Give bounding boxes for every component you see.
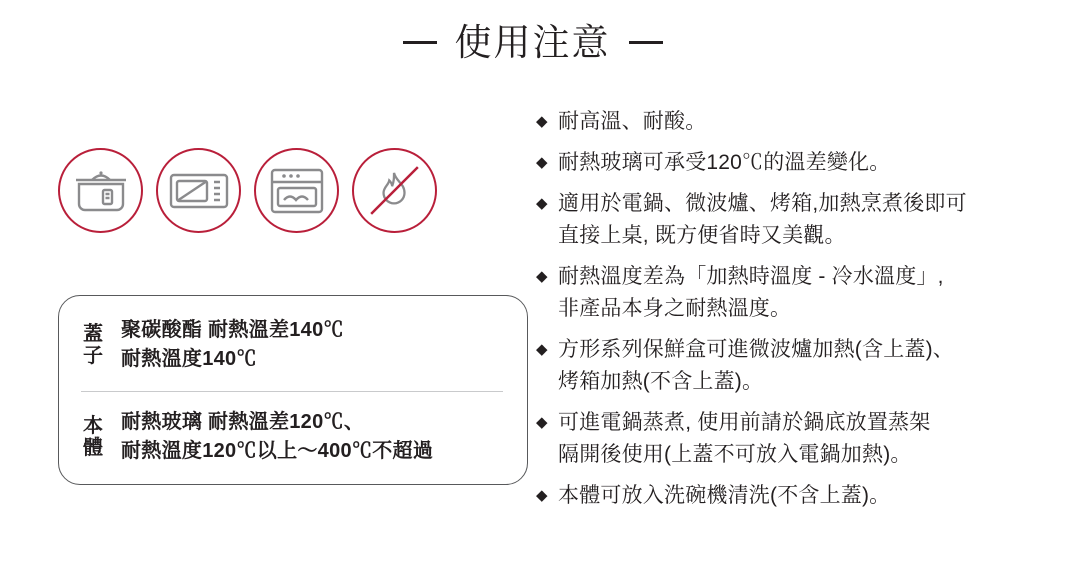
note-line: 耐熱溫度差為「加熱時溫度 - 冷水溫度」, [558, 265, 944, 288]
title-dash-right [629, 41, 663, 44]
page-title-row [0, 24, 1065, 61]
bullet-icon: ◆ [536, 113, 548, 130]
spec-line: 耐熱玻璃 耐熱溫差120℃、 [121, 411, 365, 433]
notes-list [536, 106, 1046, 521]
list-item [536, 147, 1046, 179]
list-item [536, 261, 1046, 325]
note-text [558, 188, 967, 252]
spec-line: 耐熱溫度140℃ [121, 348, 257, 370]
note-text [558, 407, 930, 471]
compatibility-icon-row [58, 148, 528, 233]
note-text [558, 261, 944, 325]
title-dash-left [403, 41, 437, 44]
list-item [536, 334, 1046, 398]
spec-divider [81, 391, 503, 392]
spec-item-body [77, 408, 507, 466]
bullet-icon: ◆ [536, 341, 548, 358]
note-line: 本體可放入洗碗機清洗(不含上蓋)。 [558, 484, 891, 507]
note-text [558, 147, 890, 179]
page-title: 使用注意 [454, 22, 611, 63]
note-text [558, 106, 706, 138]
list-item [536, 407, 1046, 471]
oven-icon [254, 148, 339, 233]
spec-line: 耐熱溫度120℃以上～400℃不超過 [121, 440, 434, 462]
microwave-icon [156, 148, 241, 233]
note-line: 直接上桌, 既方便省時又美觀。 [558, 224, 846, 247]
spec-tag-body: 本體 [83, 414, 103, 459]
note-text [558, 480, 890, 512]
bullet-icon: ◆ [536, 154, 548, 171]
spec-lines-lid [121, 316, 344, 374]
note-line: 非產品本身之耐熱溫度。 [558, 297, 792, 320]
note-line: 方形系列保鮮盒可進微波爐加熱(含上蓋)、 [558, 338, 954, 361]
spec-line: 聚碳酸酯 耐熱溫差140℃ [121, 319, 344, 341]
note-line: 耐熱玻璃可承受120℃的溫差變化。 [558, 151, 891, 174]
note-text [558, 334, 954, 398]
bullet-icon: ◆ [536, 414, 548, 431]
note-line: 適用於電鍋、微波爐、烤箱,加熱烹煮後即可 [558, 192, 967, 215]
spec-lines-body [121, 408, 433, 466]
bullet-icon: ◆ [536, 268, 548, 285]
spec-box [58, 295, 528, 485]
note-line: 隔開後使用(上蓋不可放入電鍋加熱)。 [558, 443, 912, 466]
list-item [536, 480, 1046, 512]
bullet-icon: ◆ [536, 487, 548, 504]
note-line: 耐高溫、耐酸。 [558, 110, 707, 133]
left-column [58, 148, 528, 485]
spec-item-lid [77, 316, 507, 374]
note-line: 烤箱加熱(不含上蓋)。 [558, 370, 764, 393]
list-item [536, 188, 1046, 252]
spec-tag-lid: 蓋子 [83, 322, 103, 367]
note-line: 可進電鍋蒸煮, 使用前請於鍋底放置蒸架 [558, 411, 931, 434]
rice-cooker-icon [58, 148, 143, 233]
list-item [536, 106, 1046, 138]
bullet-icon: ◆ [536, 195, 548, 212]
no-open-flame-icon [352, 148, 437, 233]
